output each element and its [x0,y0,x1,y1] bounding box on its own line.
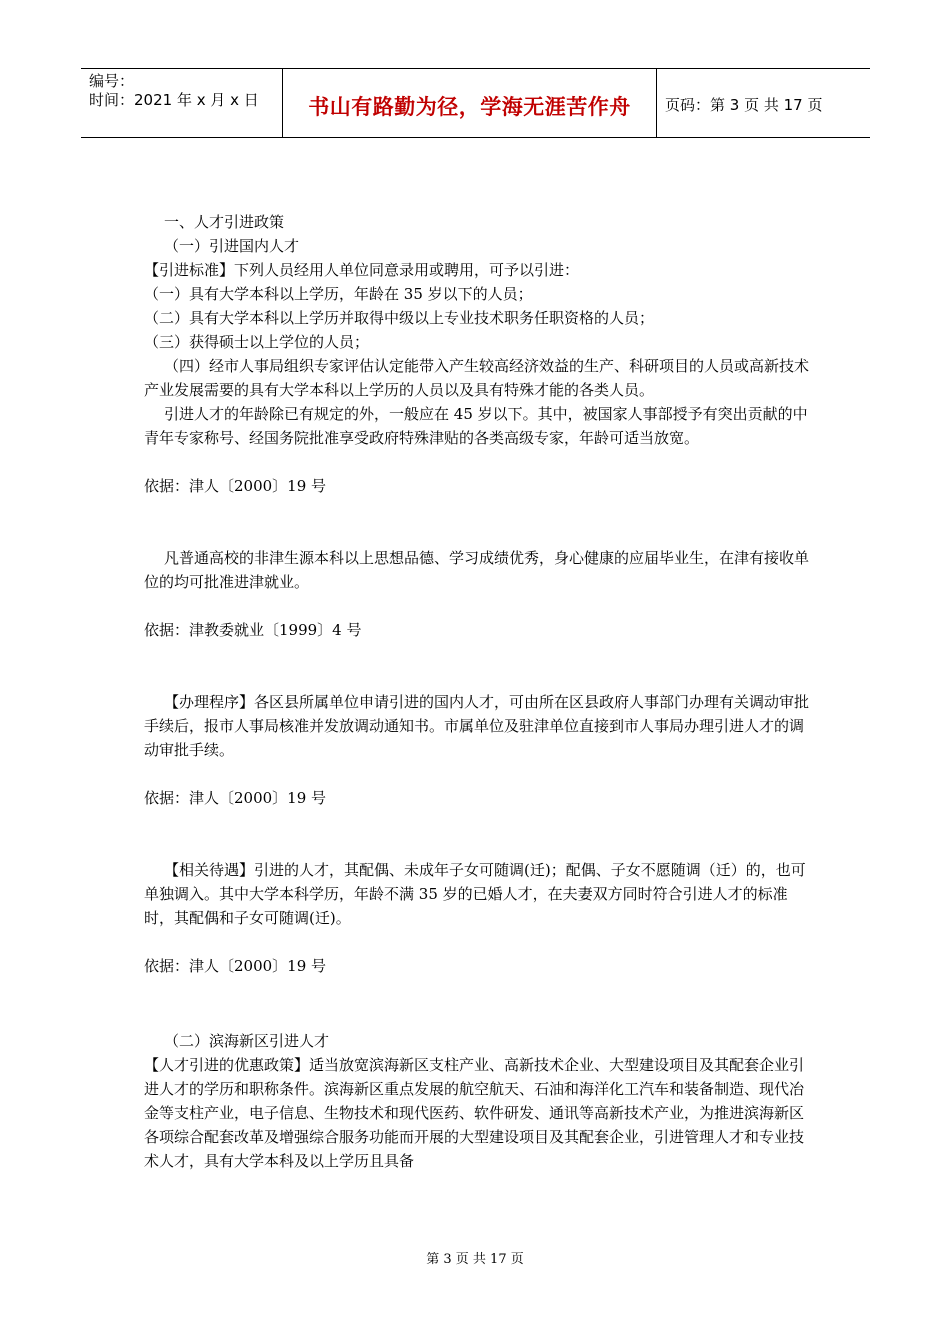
header-divider [656,69,657,137]
basis-line: 依据：津人〔2000〕19 号 [144,477,327,495]
document-body [144,210,814,1173]
paragraph: 【办理程序】各区县所属单位申请引进的国内人才，可由所在区县政府人事部门办理有关调动审批手续后，报市人事局核准并发放调动通知书。市属单位及驻津单位直接到市人事局办理引进人才的调动审批手续。 [144,693,810,759]
basis-line: 依据：津人〔2000〕19 号 [144,789,327,807]
basis-line: 依据：津人〔2000〕19 号 [144,957,327,975]
header-meta [89,72,259,110]
number-label: 编号： [89,72,135,90]
paragraph: 【人才引进的优惠政策】适当放宽滨海新区支柱产业、高新技术企业、大型建设项目及其配套企业引进人才的学历和职称条件。滨海新区重点发展的航空航天、石油和海洋化工汽车和装备制造、现代冶金等支柱产业，电子信息、生物技术和现代医药、软件研发、通讯等高新技术产业，为推进滨海新区各项综合配套改革及增强综合服务功能而开展的大型建设项目及其配套企业，引进管理人才和专业技术人才，具有大学本科及以上学历且具备 [144,1056,805,1170]
header-page-label: 页码：第 3 页 共 17 页 [665,96,823,114]
subsection-heading: （二）滨海新区引进人才 [164,1032,330,1050]
basis-line: 依据：津教委就业〔1999〕4 号 [144,621,362,639]
list-item: （一）具有大学本科以上学历，年龄在 35 岁以下的人员； [144,285,533,303]
page-footer: 第 3 页 共 17 页 [426,1252,524,1267]
section-heading: 一、人才引进政策 [164,213,285,231]
paragraph: 【引进标准】下列人员经用人单位同意录用或聘用，可予以引进： [144,261,580,279]
list-item: （四）经市人事局组织专家评估认定能带入产生较高经济效益的生产、科研项目的人员或高新技术产业发展需要的具有大学本科以上学历的人员以及具有特殊才能的各类人员。 [144,357,810,399]
paragraph: 引进人才的年龄除已有规定的外，一般应在 45 岁以下。其中，被国家人事部授予有突出贡献的中青年专家称号、经国务院批准享受政府特殊津贴的各类高级专家，年龄可适当放宽。 [144,405,808,447]
header-motto: 书山有路勤为径，学海无涯苦作舟 [308,95,631,119]
paragraph: 【相关待遇】引进的人才，其配偶、未成年子女可随调(迁)；配偶、子女不愿随调（迁）的，也可单独调入。其中大学本科学历，年龄不满 35 岁的已婚人才，在夫妻双方同时符合引进人才的标准时，其配偶和子女可随调(迁)。 [144,861,806,927]
paragraph: 凡普通高校的非津生源本科以上思想品德、学习成绩优秀，身心健康的应届毕业生，在津有接收单位的均可批准进津就业。 [144,549,810,591]
list-item: （二）具有大学本科以上学历并取得中级以上专业技术职务任职资格的人员； [144,309,655,327]
subsection-heading: （一）引进国内人才 [164,237,300,255]
list-item: （三）获得硕士以上学位的人员； [144,333,370,351]
time-label: 时间：2021 年 x 月 x 日 [89,91,259,109]
document-header [81,68,870,138]
